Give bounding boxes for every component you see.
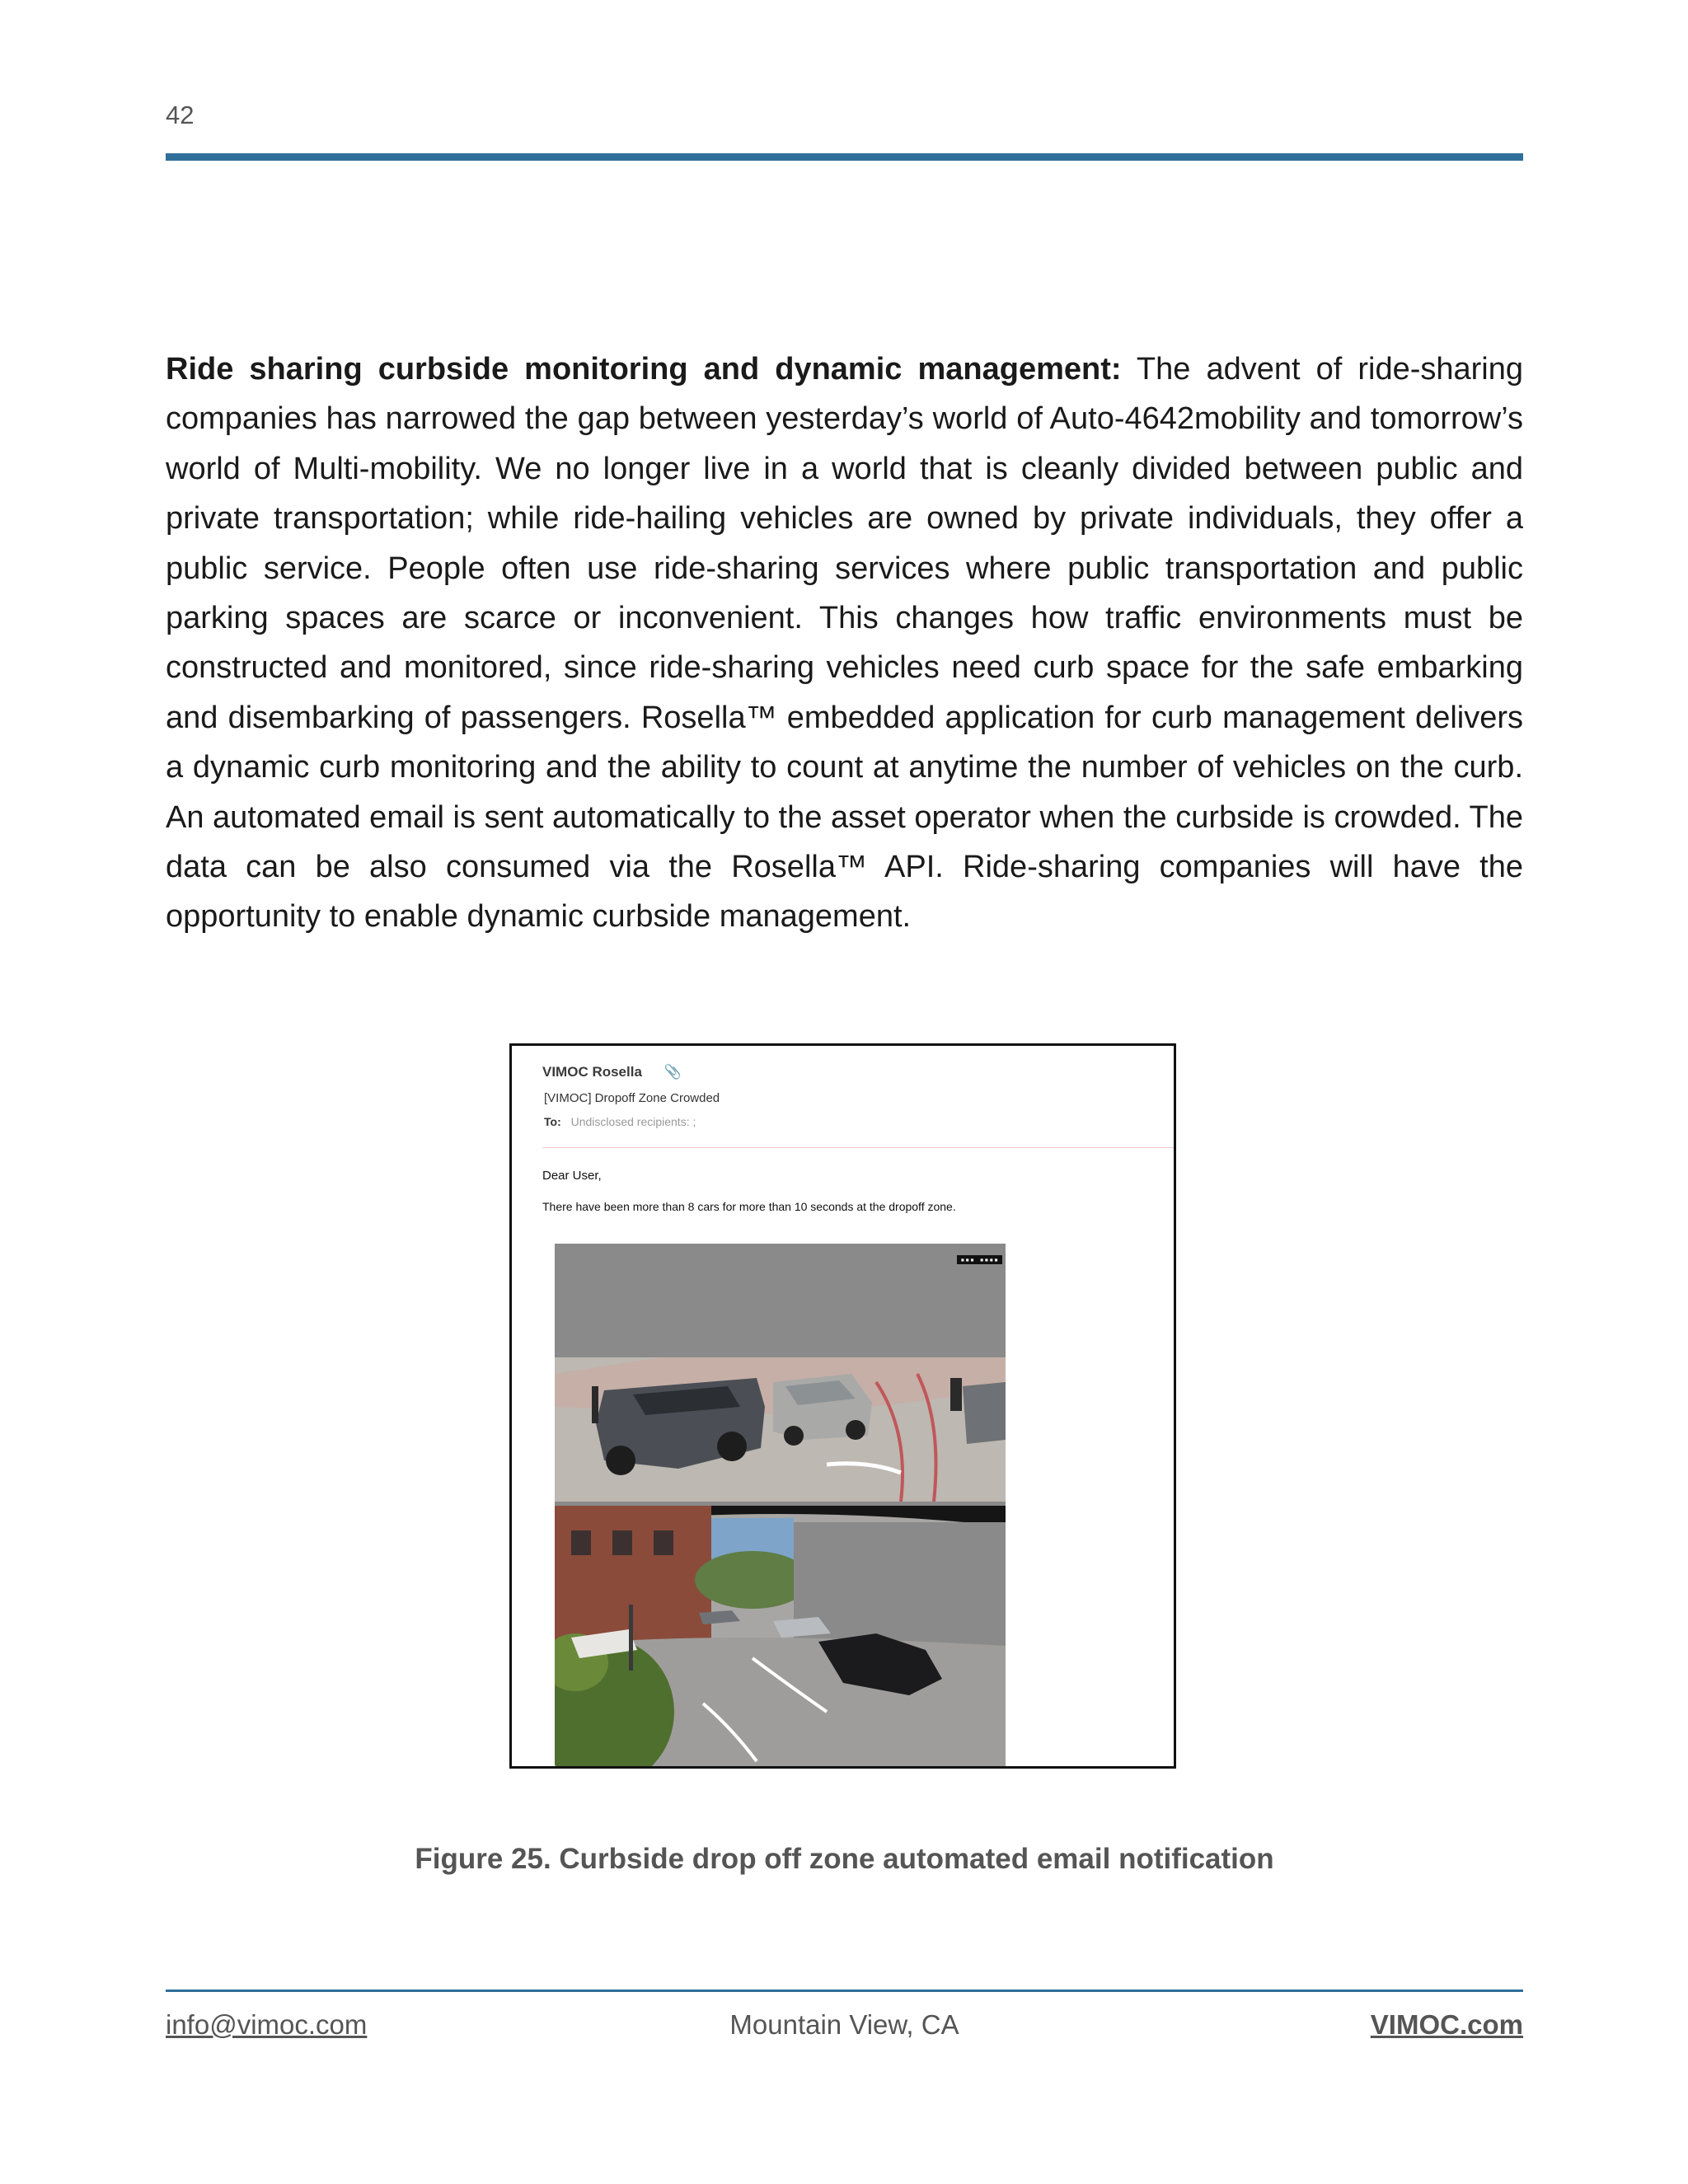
email-divider	[542, 1147, 1174, 1148]
email-sender	[542, 1064, 682, 1080]
footer-rule	[166, 1990, 1523, 1992]
figure-caption: Figure 25. Curbside drop off zone automated email notification	[415, 1843, 1274, 1875]
email-sender-name: VIMOC Rosella	[542, 1064, 642, 1080]
camera-timestamp-overlay: ▪▪▪ ▪▪▪▪	[957, 1255, 1002, 1264]
parking-lot-view	[555, 1357, 1006, 1502]
paperclip-icon: 📎	[663, 1064, 682, 1080]
email-body-text: There have been more than 8 cars for more than 10 seconds at the dropoff zone.	[542, 1200, 956, 1213]
email-to-value: Undisclosed recipients: ;	[570, 1115, 696, 1128]
page-number: 42	[166, 101, 195, 129]
email-subject: [VIMOC] Dropoff Zone Crowded	[544, 1091, 720, 1105]
body-paragraph	[166, 344, 1523, 942]
email-recipients	[544, 1115, 696, 1128]
email-screenshot-figure	[509, 1043, 1176, 1769]
header-rule	[166, 153, 1523, 161]
email-greeting: Dear User,	[542, 1169, 602, 1183]
footer-website-link[interactable]: VIMOC.com	[1370, 2009, 1523, 2040]
camera-snapshot-image	[555, 1244, 1006, 1769]
footer-email-link[interactable]: info@vimoc.com	[166, 2009, 368, 2040]
paragraph-lead: Ride sharing curbside monitoring and dynamic management:	[166, 352, 1122, 387]
paragraph-text: The advent of ride-sharing companies has narrowed the gap between yesterday’s world of Auto-4642mobility and tomorrow’s world of Multi-mobility. We no longer live in a world that is cleanly divided between public and private transportation; while ride-hailing vehicles are owned by private individuals, they offer a public service. People often use ride-sharing services where public transportation and public parking spaces are scarce or inconvenient. This changes how traffic environments must be constructed and monitored, since ride-sharing vehicles need curb space for the safe embarking and disembarking of passengers. Rosella™ embedded application for curb management delivers a dynamic curb monitoring and the ability to count at anytime the number of vehicles on the curb. An automated email is sent automatically to the asset operator when the curbside is crowded. The data can be also consumed via the Rosella™ API. Ride-sharing companies will have the opportunity to enable dynamic curbside management.	[166, 352, 1523, 935]
footer-location: Mountain View, CA	[729, 2009, 959, 2040]
street-view	[555, 1506, 1006, 1769]
email-to-label: To:	[544, 1115, 561, 1128]
